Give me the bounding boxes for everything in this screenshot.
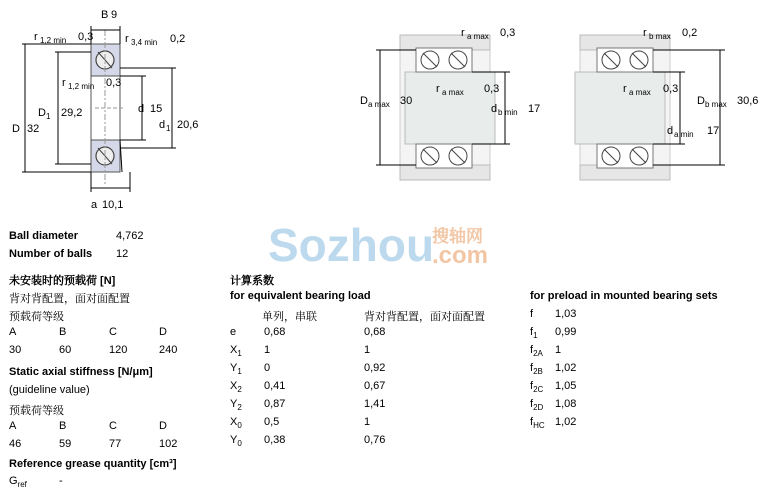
- calc-row-single-value: 0,68: [264, 326, 286, 338]
- watermark-brand: Sozhou: [268, 219, 435, 271]
- preload-factor-symbol: $f_{HC}$: [530, 416, 545, 430]
- calc-row-symbol: $Y_1$: [230, 362, 242, 376]
- ball-diameter-value: 4,762: [116, 230, 144, 242]
- calc-row-symbol: e: [230, 326, 237, 338]
- calc-row-pair-value: 0,92: [364, 362, 386, 374]
- dim-b-value: 9: [111, 9, 118, 21]
- mount-a-db-label: d: [491, 103, 498, 115]
- mount-a-db-sub: b min: [498, 108, 518, 117]
- grease-heading: Reference grease quantity [cm³]: [9, 458, 177, 470]
- dim-r12b-value: 0,3: [106, 77, 122, 89]
- stiffness-sub1: (guideline value): [9, 384, 90, 396]
- mount-b-da-value: 17: [707, 125, 720, 137]
- dim-outer-d-value: 32: [27, 123, 40, 135]
- mount-a-ra2-label: r: [436, 83, 440, 95]
- dim-d1-inner-label: d: [159, 119, 166, 131]
- calc-row-single-value: 0: [264, 362, 271, 374]
- stiffness-class-b: B: [59, 420, 67, 432]
- preload-value-d: 240: [159, 344, 178, 356]
- calc-row-pair-value: 0,68: [364, 326, 386, 338]
- ball-diameter-label: Ball diameter: [9, 230, 79, 242]
- grease-label: $G_{ref}$: [9, 475, 27, 489]
- calc-col1-header: 单列，串联: [262, 311, 317, 323]
- calc-row-symbol: $X_1$: [230, 344, 242, 358]
- mount-a-db-value: 17: [528, 103, 541, 115]
- bearing-cross-section-diagram: [0, 0, 210, 215]
- preload-factor-value: 0,99: [555, 326, 577, 338]
- dim-r12b-label: r: [62, 77, 66, 89]
- mount-b-rb-value: 0,2: [682, 27, 698, 39]
- mount-b-db-value: 30,6: [737, 95, 759, 107]
- preload-factor-value: 1: [555, 344, 562, 356]
- dim-r12-sub: 1,2 min: [40, 36, 67, 45]
- calc-row-single-value: 0,87: [264, 398, 286, 410]
- calc-row-pair-value: 0,76: [364, 434, 386, 446]
- mount-a-da-value: 30: [400, 95, 413, 107]
- dim-bore-value: 15: [150, 103, 163, 115]
- calc-row-symbol: $Y_0$: [230, 434, 242, 448]
- preload-value-b: 60: [59, 344, 72, 356]
- calc-row-pair-value: 0,67: [364, 380, 386, 392]
- dim-r34-sub: 3,4 min: [131, 38, 158, 47]
- calc-heading: for equivalent bearing load: [230, 290, 371, 302]
- stiffness-class-c: C: [109, 420, 117, 432]
- preload-factor-symbol: f: [530, 308, 534, 320]
- calc-row-symbol: $X_2$: [230, 380, 242, 394]
- dim-r12-label: r: [34, 31, 38, 43]
- mount-b-ra-value: 0,3: [663, 83, 679, 95]
- preload-factor-symbol: $f_{2B}$: [530, 362, 543, 376]
- preload-factor-symbol: $f_{2C}$: [530, 380, 544, 394]
- mount-a-ra-sub: a max: [467, 32, 489, 41]
- watermark-com: .com: [432, 242, 489, 269]
- dim-d1-outer-value: 29,2: [61, 107, 83, 119]
- preload-factor-symbol: $f_{2D}$: [530, 398, 544, 412]
- watermark-cn: 搜轴网: [432, 227, 483, 246]
- calc-row-pair-value: 1: [364, 344, 371, 356]
- mount-b-db-label: D: [697, 95, 705, 107]
- stiffness-value-b: 59: [59, 438, 72, 450]
- mount-b-db-sub: b max: [705, 100, 727, 109]
- mount-b-ra-label: r: [623, 83, 627, 95]
- preload-sub1: 背对背配置，面对面配置: [9, 293, 130, 305]
- preload-factor-value: 1,03: [555, 308, 577, 320]
- mounting-diagram-b: [555, 0, 769, 190]
- preload-class-d: D: [159, 326, 167, 338]
- number-of-balls-label: Number of balls: [9, 248, 93, 260]
- calc-row-symbol: $X_0$: [230, 416, 242, 430]
- dim-a-value: 10,1: [102, 199, 124, 211]
- preload-factor-value: 1,08: [555, 398, 577, 410]
- mounting-diagram-a: [350, 0, 550, 190]
- calc-row-single-value: 0,41: [264, 380, 286, 392]
- mount-b-ra-sub: a max: [629, 88, 651, 97]
- dim-a-label: a: [91, 199, 98, 211]
- preload-factor-value: 1,02: [555, 362, 577, 374]
- preload-value-c: 120: [109, 344, 128, 356]
- preload-sub2: 预载荷等级: [9, 311, 64, 323]
- calc-heading-cn: 计算系数: [230, 275, 274, 287]
- preload-factor-symbol: $f_{2A}$: [530, 344, 543, 358]
- preload-factor-symbol: $f_1$: [530, 326, 538, 340]
- mount-a-da-sub: a max: [368, 100, 390, 109]
- preload-value-a: 30: [9, 344, 22, 356]
- mount-a-ra2-value: 0,3: [484, 83, 500, 95]
- mount-b-da-sub: a min: [674, 130, 694, 139]
- preload-class-b: B: [59, 326, 67, 338]
- calc-row-pair-value: 1,41: [364, 398, 386, 410]
- dim-d1-inner-sub: 1: [166, 124, 171, 133]
- calc-row-symbol: $Y_2$: [230, 398, 242, 412]
- preload-heading: 未安装时的预载荷 [N]: [9, 275, 116, 287]
- stiffness-class-a: A: [9, 420, 17, 432]
- dim-r12-value: 0,3: [78, 31, 94, 43]
- grease-value: -: [59, 475, 63, 487]
- stiffness-value-a: 46: [9, 438, 22, 450]
- calc-row-single-value: 1: [264, 344, 271, 356]
- dim-bore-label: d: [138, 103, 145, 115]
- dim-r12b-sub: 1,2 min: [68, 82, 95, 91]
- mount-a-ra2-sub: a max: [442, 88, 464, 97]
- mount-b-da-label: d: [667, 125, 674, 137]
- calc-row-single-value: 0,5: [264, 416, 280, 428]
- calc-col2-header: 背对背配置，面对面配置: [364, 311, 485, 323]
- preload-class-c: C: [109, 326, 117, 338]
- dim-b-label: B: [101, 9, 109, 21]
- stiffness-heading: Static axial stiffness [N/μm]: [9, 366, 153, 378]
- mount-a-da-label: D: [360, 95, 368, 107]
- stiffness-sub2: 预载荷等级: [9, 405, 64, 417]
- dim-d1-outer-label: D: [38, 107, 46, 119]
- dim-r34-label: r: [125, 33, 129, 45]
- dim-r34-value: 0,2: [170, 33, 186, 45]
- stiffness-class-d: D: [159, 420, 167, 432]
- mount-b-rb-sub: b max: [649, 32, 671, 41]
- dim-outer-d-label: D: [12, 123, 20, 135]
- number-of-balls-value: 12: [116, 248, 129, 260]
- preload-factor-value: 1,02: [555, 416, 577, 428]
- dim-d1-inner-value: 20,6: [177, 119, 199, 131]
- dim-d1-outer-sub: 1: [46, 112, 51, 121]
- mount-a-ra-label: r: [461, 27, 465, 39]
- calc-row-pair-value: 1: [364, 416, 371, 428]
- stiffness-value-d: 102: [159, 438, 178, 450]
- preload-factor-value: 1,05: [555, 380, 577, 392]
- stiffness-value-c: 77: [109, 438, 122, 450]
- preload-factors-heading: for preload in mounted bearing sets: [530, 290, 718, 302]
- preload-class-a: A: [9, 326, 17, 338]
- mount-a-ra-value: 0,3: [500, 27, 516, 39]
- mount-b-rb-label: r: [643, 27, 647, 39]
- calc-row-single-value: 0,38: [264, 434, 286, 446]
